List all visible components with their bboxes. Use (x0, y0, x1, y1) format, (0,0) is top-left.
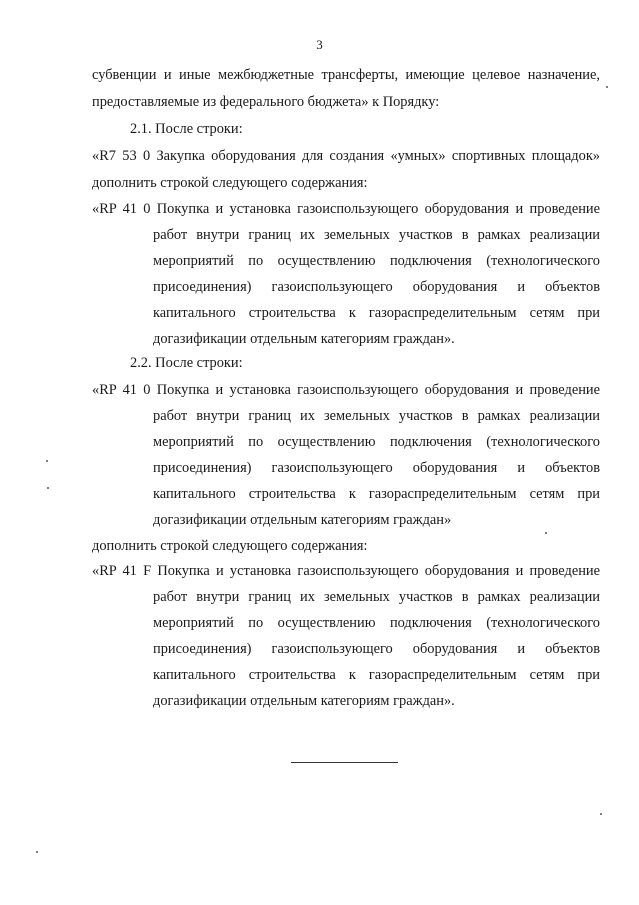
text-line: предоставляемые из федерального бюджета» к Порядку: (92, 94, 440, 110)
code-entry-line: «RP 41 0 Покупка и установка газоиспользующего оборудования и проведение (92, 201, 600, 217)
section-heading: 2.2. После строки: (130, 355, 243, 371)
text-line: дополнить строкой следующего содержания: (92, 175, 368, 191)
scan-speck (606, 86, 608, 88)
code-entry-line: работ внутри границ их земельных участков в рамках реализации (153, 589, 600, 605)
scan-speck (545, 532, 547, 534)
text-line: субвенции и иные межбюджетные трансферты, имеющие целевое назначение, (92, 67, 600, 83)
code-entry-line: мероприятий по осуществлению подключения (технологического (153, 615, 600, 631)
code-entry-line: догазификации отдельным категориям граждан». (153, 693, 455, 709)
text-line: дополнить строкой следующего содержания: (92, 538, 368, 554)
code-entry-line: «RP 41 F Покупка и установка газоиспользующего оборудования и проведение (92, 563, 600, 579)
text-line: «R7 53 0 Закупка оборудования для создания «умных» спортивных площадок» (92, 148, 600, 164)
code-entry-line: капитального строительства к газораспределительным сетям при (153, 305, 600, 321)
code-entry-line: догазификации отдельным категориям граждан» (153, 512, 452, 528)
code-entry-line: мероприятий по осуществлению подключения (технологического (153, 434, 600, 450)
code-entry-line: присоединения) газоиспользующего оборудования и объектов (153, 460, 600, 476)
closing-rule (291, 762, 398, 763)
code-entry-line: капитального строительства к газораспределительным сетям при (153, 486, 600, 502)
scan-speck (600, 813, 602, 815)
code-entry-line: работ внутри границ их земельных участков в рамках реализации (153, 227, 600, 243)
code-entry-line: присоединения) газоиспользующего оборудования и объектов (153, 641, 600, 657)
code-entry-line: мероприятий по осуществлению подключения (технологического (153, 253, 600, 269)
scan-speck (36, 851, 38, 853)
code-entry-line: работ внутри границ их земельных участков в рамках реализации (153, 408, 600, 424)
code-entry-line: присоединения) газоиспользующего оборудования и объектов (153, 279, 600, 295)
section-heading: 2.1. После строки: (130, 121, 243, 137)
code-entry-line: капитального строительства к газораспределительным сетям при (153, 667, 600, 683)
scan-speck (46, 460, 48, 462)
scan-speck (47, 487, 49, 489)
page-number: 3 (316, 37, 323, 52)
code-entry-line: догазификации отдельным категориям граждан». (153, 331, 455, 347)
code-entry-line: «RP 41 0 Покупка и установка газоиспользующего оборудования и проведение (92, 382, 600, 398)
